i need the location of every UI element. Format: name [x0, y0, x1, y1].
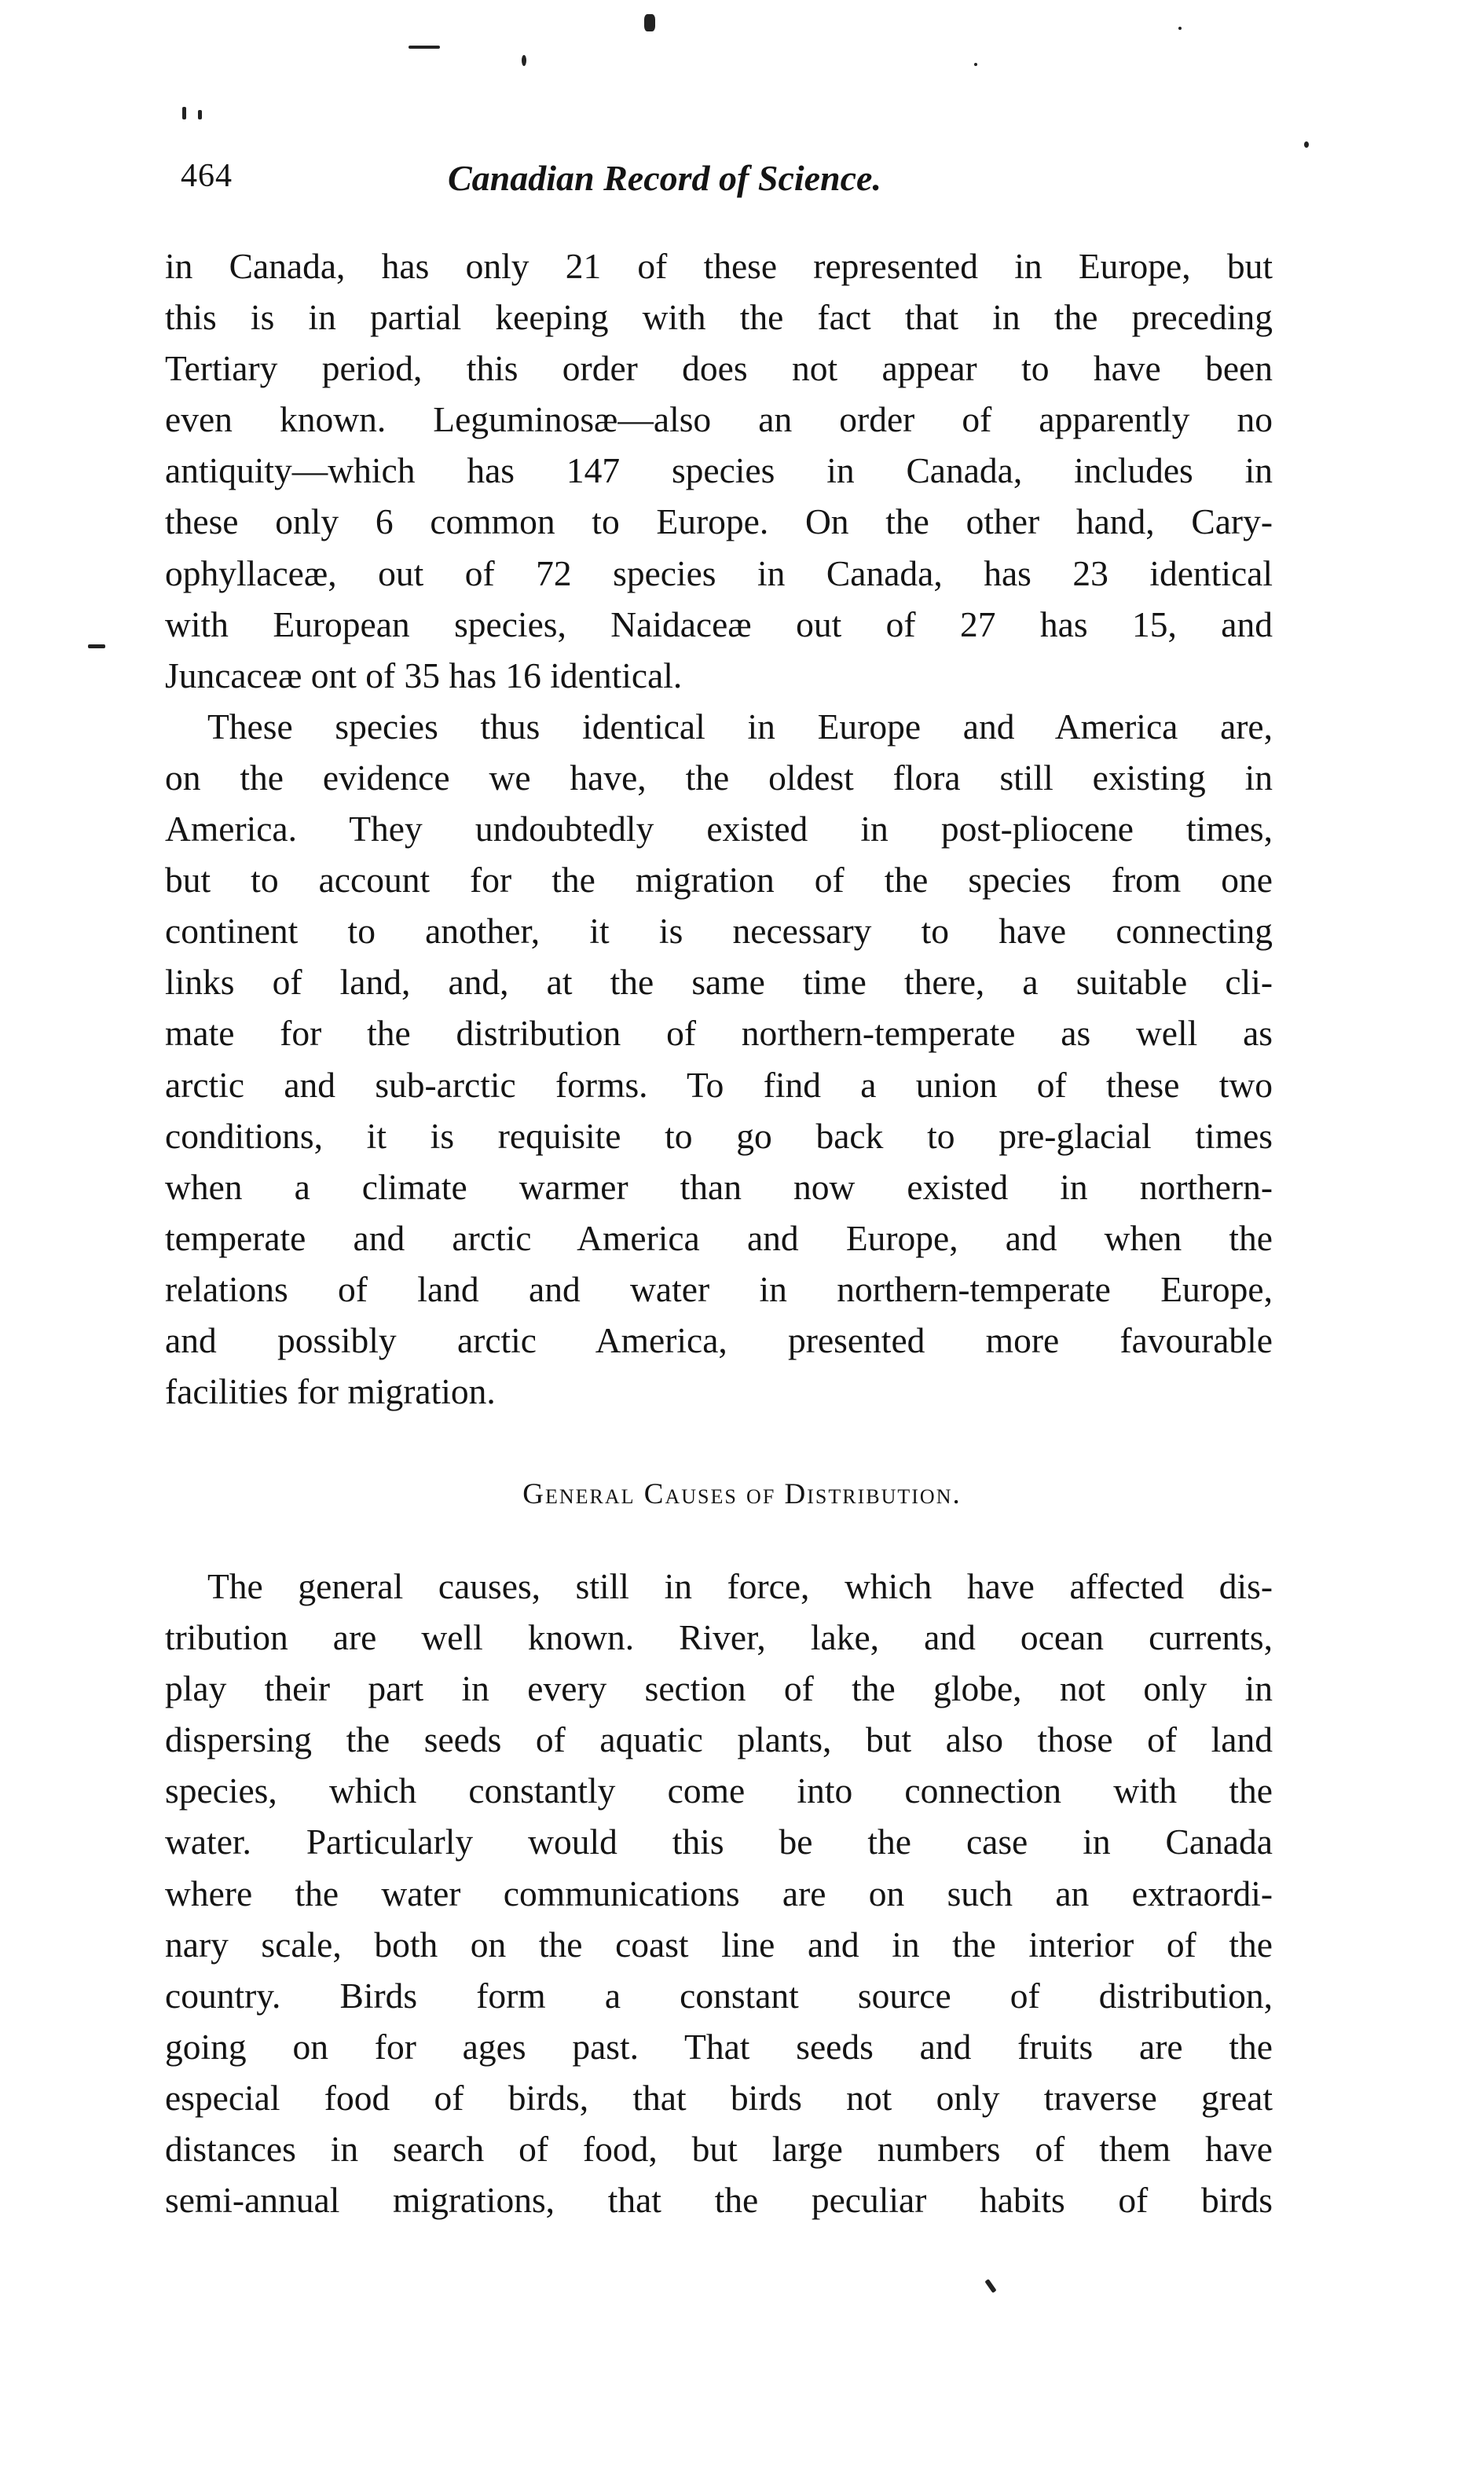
- scan-speck: [198, 110, 202, 119]
- scan-speck: [1178, 27, 1182, 30]
- text-line: nary scale, both on the coast line and in the interior of the: [165, 1924, 1273, 1965]
- text-line: country. Birds form a constant source of distribution,: [165, 1975, 1273, 2016]
- page-header: [181, 157, 1277, 204]
- text-line: this is in partial keeping with the fact that in the preceding: [165, 297, 1273, 338]
- text-line: tribution are well known. River, lake, and ocean currents,: [165, 1617, 1273, 1658]
- text-line: semi-annual migrations, that the peculiar habits of birds: [165, 2180, 1273, 2221]
- text-line: dispersing the seeds of aquatic plants, but also those of land: [165, 1719, 1273, 1760]
- text-line: species, which constantly come into connection with the: [165, 1770, 1273, 1811]
- text-line: Juncaceæ ont of 35 has 16 identical.: [165, 655, 683, 695]
- text-line: facilities for migration.: [165, 1371, 496, 1412]
- page-number: 464: [181, 158, 233, 194]
- text-line: but to account for the migration of the species from one: [165, 860, 1273, 901]
- text-line: water. Particularly would this be the case in Canada: [165, 1822, 1273, 1862]
- running-title: Canadian Record of Science.: [448, 158, 881, 198]
- text-line: temperate and arctic America and Europe, and when the: [165, 1217, 1273, 1258]
- scan-speck: [984, 2279, 996, 2293]
- text-line: mate for the distribution of northern-temperate as well as: [165, 1013, 1273, 1054]
- text-line: America. They undoubtedly existed in post-pliocene times,: [165, 809, 1273, 849]
- text-line: play their part in every section of the globe, not only in: [165, 1668, 1273, 1709]
- text-line: with European species, Naidaceæ out of 27 has 15, and: [165, 604, 1273, 644]
- text-line: in Canada, has only 21 of these represented in Europe, but: [165, 246, 1273, 286]
- text-line: when a climate warmer than now existed in northern-: [165, 1166, 1273, 1207]
- body-text-bottom: [165, 1561, 1273, 2225]
- text-line: conditions, it is requisite to go back to pre-glacial times: [165, 1115, 1273, 1156]
- text-line: arctic and sub-arctic forms. To find a union of these two: [165, 1064, 1273, 1105]
- text-line: these only 6 common to Europe. On the other hand, Cary-: [165, 501, 1273, 542]
- text-line: Tertiary period, this order does not appear to have been: [165, 348, 1273, 389]
- text-line: especial food of birds, that birds not only traverse great: [165, 2077, 1273, 2118]
- scan-speck: [1304, 141, 1309, 148]
- text-line: ophyllaceæ, out of 72 species in Canada, has 23 identical: [165, 552, 1273, 593]
- text-line: distances in search of food, but large numbers of them have: [165, 2129, 1273, 2170]
- text-line: and possibly arctic America, presented more favourable: [165, 1319, 1273, 1360]
- text-line: relations of land and water in northern-temperate Europe,: [165, 1268, 1273, 1309]
- text-line: continent to another, it is necessary to have connecting: [165, 911, 1273, 952]
- scan-speck: [974, 63, 977, 66]
- text-line: antiquity—which has 147 species in Canada, includes in: [165, 450, 1273, 491]
- text-line: The general causes, still in force, which have affected dis-: [207, 1566, 1273, 1606]
- text-line: even known. Leguminosæ—also an order of apparently no: [165, 399, 1273, 440]
- scan-speck: [182, 107, 186, 119]
- scan-speck: [409, 46, 440, 49]
- text-line: These species thus identical in Europe and America are,: [207, 706, 1273, 747]
- text-line: going on for ages past. That seeds and fruits are the: [165, 2026, 1273, 2067]
- text-line: on the evidence we have, the oldest flora still existing in: [165, 757, 1273, 798]
- section-heading: General Causes of Distribution.: [522, 1478, 962, 1510]
- scan-speck: [644, 14, 655, 31]
- text-line: links of land, and, at the same time there, a suitable cli-: [165, 962, 1273, 1003]
- body-text-top: [165, 240, 1273, 1417]
- scan-speck: [522, 55, 526, 66]
- scan-speck: [88, 644, 105, 648]
- text-line: where the water communications are on such an extraordi-: [165, 1873, 1273, 1913]
